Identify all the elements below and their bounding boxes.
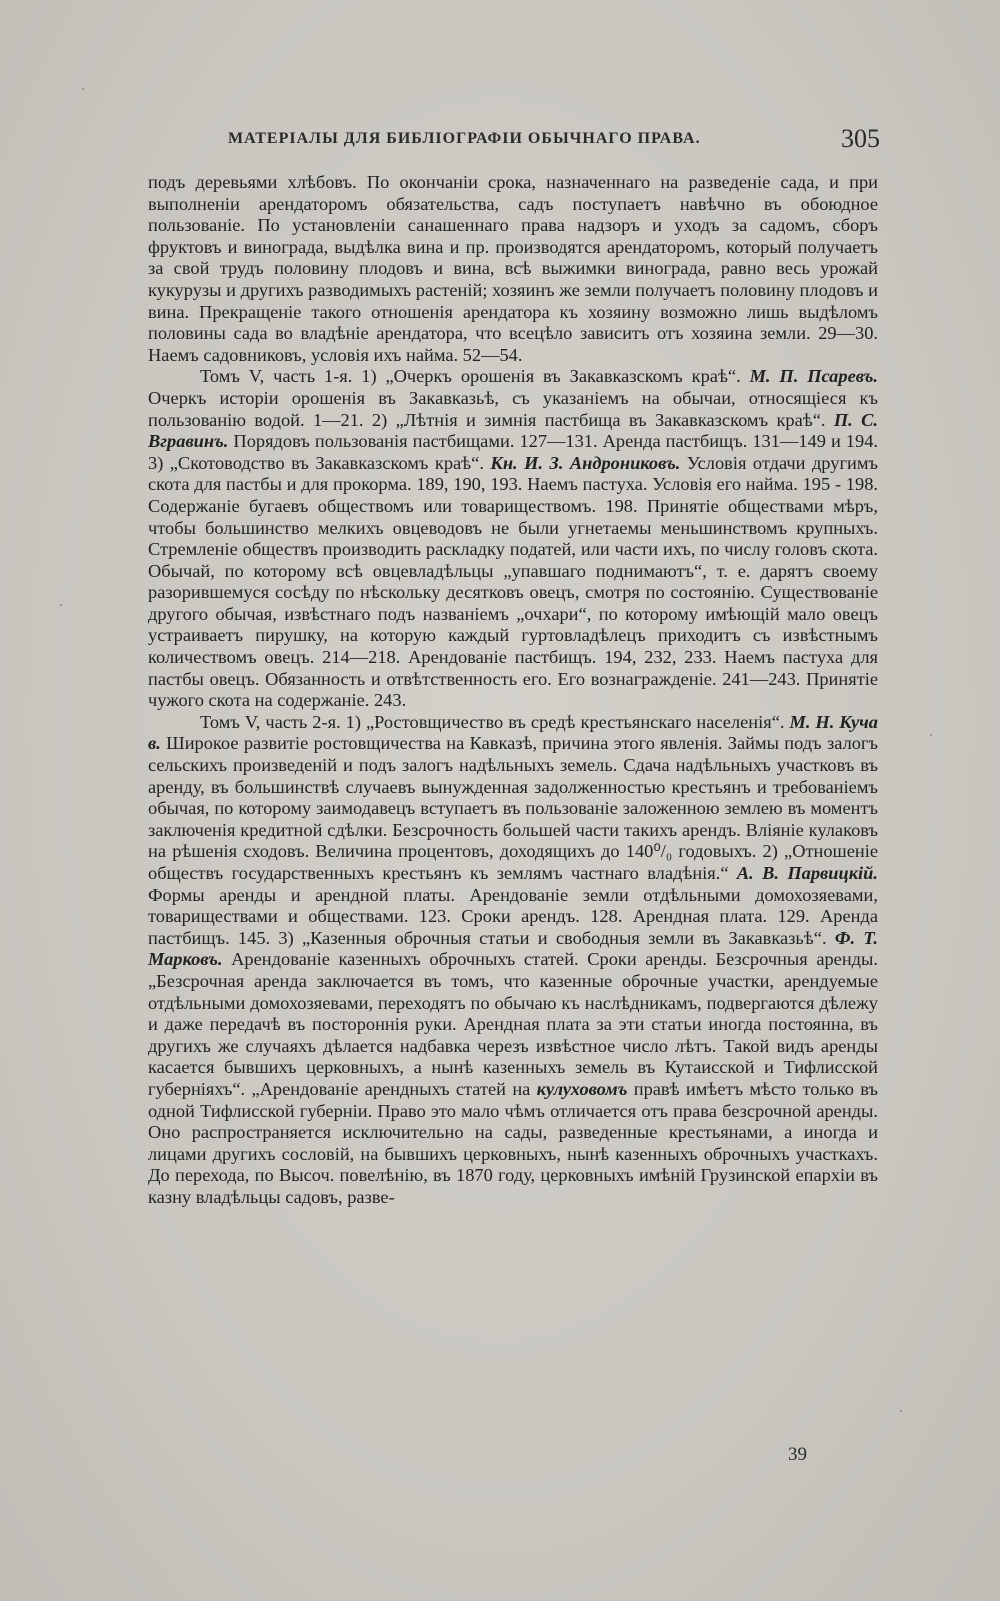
- author-name: Кн. И. З. Андрониковъ.: [490, 452, 681, 473]
- paragraph: [148, 172, 878, 366]
- body-text: [148, 172, 878, 1209]
- paragraph-text: Формы аренды и арендной платы. Арендованіе земли отдѣльными домохозяевами, товариществами и обществами. 123. Сроки арендъ. 128. Арендная плата. 129. Аренда пастбищъ. 145. 3) „Казенныя оброчныя статьи и свободныя земли въ Закавказьѣ“.: [148, 884, 878, 948]
- paragraph: [148, 712, 878, 1209]
- running-title: МАТЕРІАЛЫ ДЛЯ БИБЛІОГРАФІИ ОБЫЧНАГО ПРАВА.: [228, 130, 701, 147]
- author-name: кулуховомъ: [536, 1078, 628, 1099]
- paragraph-text: подъ деревьями хлѣбовъ. По окончаніи срока, назначеннаго на разведеніе сада, и при выполненіи арендаторомъ обязательства, садъ поступаетъ навѣчно въ обоюдное пользованіе. По установленіи санашеннаго права надзоръ и уходъ за садомъ, сборъ фруктовъ и винограда, выдѣлка вина и пр. производятся арендаторомъ, который получаетъ за свой трудъ половину плодовъ и вина, всѣ выжимки винограда, равно весь урожай кукурузы и другихъ разводимыхъ растеній; хозяинъ же земли получаетъ половину плодовъ и вина. Прекращеніе такого отношенія арендатора къ хозяину возможно лишь выдѣломъ половины сада во владѣніе арендатора, что всецѣло зависитъ отъ хозяина земли. 29—30. Наемъ садовниковъ, условія ихъ найма. 52—54.: [148, 172, 878, 365]
- paper-speck: [60, 604, 62, 606]
- paragraph-text: Очеркъ исторіи орошенія въ Закавказьѣ, съ указаніемъ на обычаи, относящіеся къ пользованію водой. 1—21. 2) „Лѣтнія и зимнія пастбища въ Закавказскомъ краѣ“.: [148, 387, 878, 430]
- author-name: М. П. Псаревъ.: [749, 366, 878, 387]
- page-header: [148, 124, 880, 158]
- paper-speck: [930, 734, 932, 736]
- author-name: А. В. Парвицкій.: [736, 863, 878, 883]
- author-name: П. С. Вгравинъ.: [148, 409, 878, 452]
- paper-speck: [82, 88, 84, 90]
- signature-mark: 39: [788, 1444, 807, 1465]
- paragraph-text: правѣ имѣетъ мѣсто только въ одной Тифлисской губерніи. Право это мало чѣмъ отличается отъ права безсрочной аренды. Оно распространяется исключительно на сады, разведенные крестьянами, а иногда и лицами другихъ сословій, на бывшихъ церковныхъ, нынѣ казенныхъ оброчныхъ участкахъ. До перехода, по Высоч. повелѣнію, въ 1870 году, церковныхъ имѣній Грузинской епархіи въ казну владѣльцы садовъ, разве-: [148, 1078, 878, 1207]
- author-name: М. Н. Куча в.: [148, 711, 878, 754]
- paragraph-text: Арендованіе казенныхъ оброчныхъ статей. Сроки аренды. Безсрочныя аренды. „Безсрочная аренда заключается въ томъ, что казенные оброчные участки, арендуемые отдѣльными домохозяевами, переходятъ по обычаю къ наслѣдникамъ, подвергаются дѣлежу и даже передачѣ въ постороннія руки. Арендная плата за эти статьи иногда постоянна, въ другихъ же случаяхъ дѣлается надбавка черезъ извѣстное число лѣтъ. Такой видъ аренды касается бывшихъ церковныхъ, а нынѣ казенныхъ земель въ Кутаисской и Тифлисской губерніяхъ“. „Арендованіе арендныхъ статей на: [148, 949, 878, 1099]
- paragraph-text: Томъ V, часть 1-я. 1) „Очеркъ орошенія въ Закавказскомъ краѣ“.: [200, 366, 750, 387]
- paper-speck: [900, 1410, 902, 1412]
- paragraph-text: Порядовъ пользованія пастбищами. 127—131. Аренда пастбищъ. 131—149 и 194. 3) „Скотоводство въ Закавказскомъ краѣ“.: [148, 431, 878, 473]
- paragraph: [148, 366, 878, 712]
- author-name: Ф. Т. Марковъ.: [148, 927, 878, 970]
- paragraph-text: Условія отдачи другимъ скота для пастбы и для прокорма. 189, 190, 193. Наемъ пастуха. Условія его найма. 195 - 198. Содержаніе бугаевъ обществомъ или товариществомъ. 198. Принятіе обществами мѣръ, чтобы большинство мелкихъ овцеводовъ не были угнетаемы меньшинствомъ крупныхъ. Стремленіе обществъ производить раскладку податей, или части ихъ, по числу головъ скота. Обычай, по которому всѣ овцевладѣльцы „упавшаго поднимаютъ“, т. е. дарятъ своему разорившемуся сосѣду по нѣскольку десятковъ овецъ, смотря по состоянію. Существованіе другого обычая, извѣстнаго подъ названіемъ „очхари“, по которому имѣющій мало овецъ устраиваетъ пирушку, на которую каждый гуртовладѣлецъ приходитъ съ извѣстнымъ количествомъ овецъ. 214—218. Арендованіе пастбищъ. 194, 232, 233. Наемъ пастуха для пастбы овецъ. Обязанность и отвѣтственность его. Его вознагражденіе. 241—243. Принятіе чужого скота на содержаніе. 243.: [148, 452, 878, 711]
- paragraph-text: Томъ V, часть 2-я. 1) „Ростовщичество въ средѣ крестьянскаго населенія“.: [200, 711, 790, 732]
- page-number: 305: [841, 124, 880, 153]
- paragraph-text: Широкое развитіе ростовщичества на Кавказѣ, причина этого явленія. Займы подъ залогъ сельскихъ произведеній и подъ залогъ надѣльныхъ земель. Сдача надѣльныхъ участковъ въ аренду, въ большинствѣ случаевъ вынужденная задолженностью крестьянъ и требованіемъ обычая, по которому заимодавецъ вступаетъ въ пользованіе заложенною землею въ моментъ заключенія кредитной сдѣлки. Безсрочность большей части такихъ арендъ. Вліяніе кулаковъ на рѣшенія сходовъ. Величина процентовъ, доходящихъ до 140⁰/₀ годовыхъ. 2) „Отношеніе обществъ государственныхъ крестьянъ къ землямъ частнаго владѣнія.“: [148, 733, 878, 883]
